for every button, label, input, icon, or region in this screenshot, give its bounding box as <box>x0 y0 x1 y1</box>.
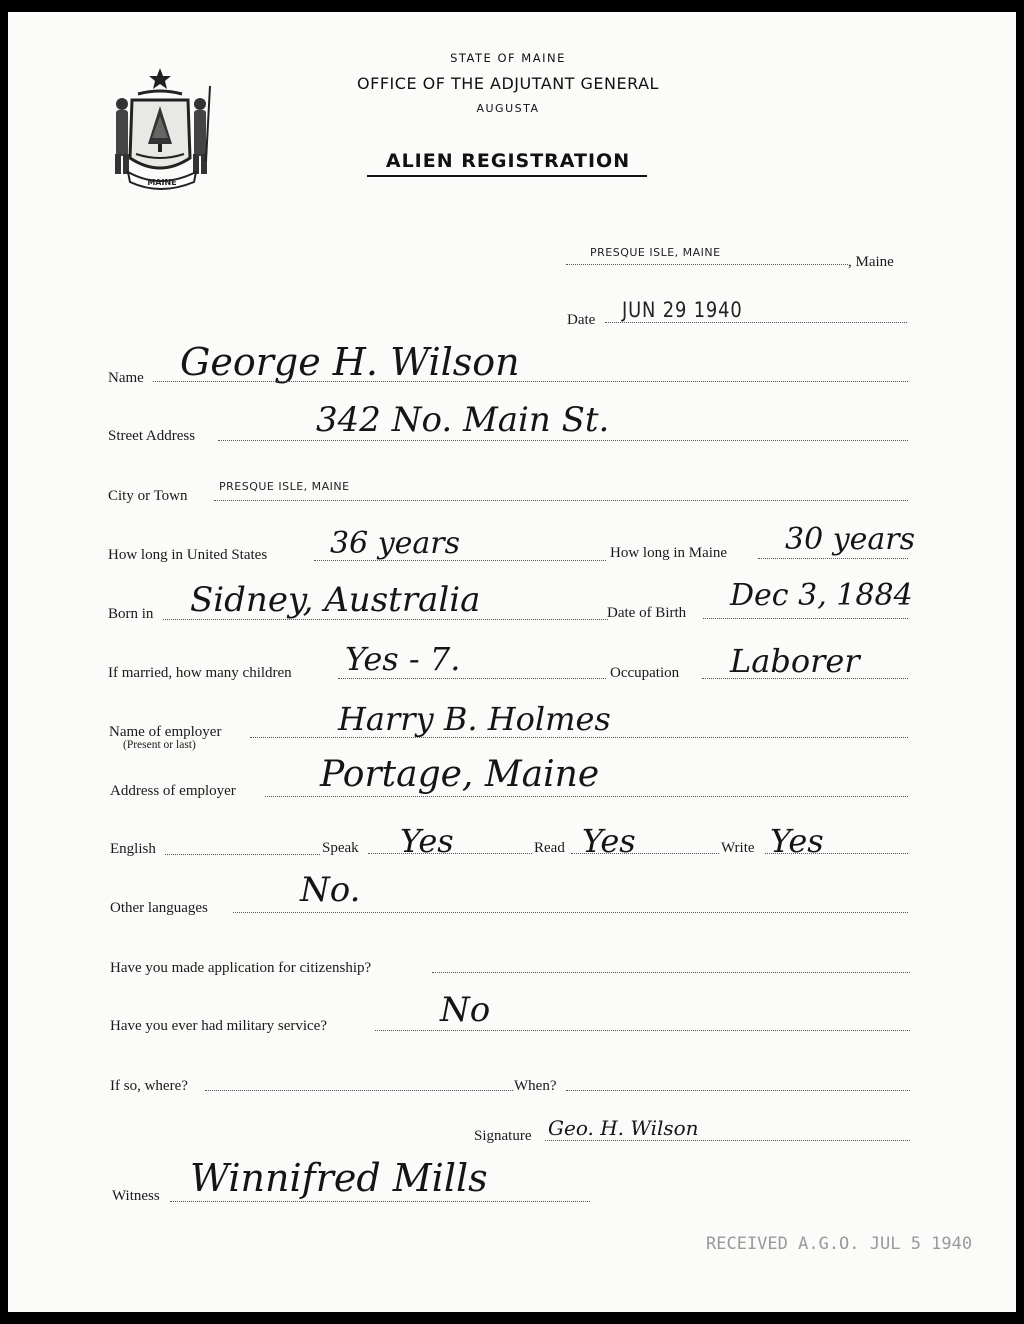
english-line <box>165 854 320 855</box>
employer-sublabel: (Present or last) <box>123 739 196 751</box>
write-label: Write <box>721 840 755 856</box>
received-stamp: RECEIVED A.G.O. JUL 5 1940 <box>706 1234 973 1254</box>
citizenship-line <box>432 972 910 973</box>
other-languages-line <box>233 912 908 913</box>
name-value: George H. Wilson <box>180 340 520 384</box>
citizenship-label: Have you made application for citizenship? <box>110 960 372 976</box>
speak-label: Speak <box>322 840 359 856</box>
occupation-value: Laborer <box>730 642 860 680</box>
where-label: If so, where? <box>110 1078 188 1094</box>
employer-label: Name of employer <box>109 724 222 740</box>
write-value: Yes <box>770 822 824 860</box>
employer-line <box>250 737 908 738</box>
other-languages-value: No. <box>300 870 361 910</box>
speak-value: Yes <box>400 822 454 860</box>
occupation-label: Occupation <box>610 665 680 681</box>
form-paper <box>8 12 1016 1312</box>
street-value: 342 No. Main St. <box>316 400 610 440</box>
header-city: AUGUSTA <box>476 102 540 115</box>
born-value: Sidney, Australia <box>190 580 481 620</box>
street-label: Street Address <box>108 428 196 444</box>
witness-label: Witness <box>112 1188 160 1204</box>
signature-line <box>545 1140 910 1141</box>
employer-value: Harry B. Holmes <box>338 700 611 738</box>
employer-address-line <box>265 796 908 797</box>
write-line <box>765 853 908 854</box>
us-duration-line <box>314 560 606 561</box>
date-stamp: JUN 29 1940 <box>622 298 743 322</box>
other-languages-label: Other languages <box>110 900 208 916</box>
born-line <box>163 619 608 620</box>
city-stamp: PRESQUE ISLE, MAINE <box>219 480 350 493</box>
employer-address-label: Address of employer <box>110 783 236 799</box>
signature-value: Geo. H. Wilson <box>548 1116 699 1140</box>
title-underline <box>367 175 647 177</box>
military-label: Have you ever had military service? <box>110 1018 327 1034</box>
married-label: If married, how many children <box>108 665 292 681</box>
dob-line <box>703 618 908 619</box>
maine-duration-label: How long in Maine <box>610 545 728 561</box>
military-value: No <box>440 990 491 1030</box>
witness-value: Winnifred Mills <box>190 1156 488 1200</box>
street-line <box>218 440 908 441</box>
name-label: Name <box>108 370 144 386</box>
where-line <box>205 1090 513 1091</box>
form-title: ALIEN REGISTRATION <box>385 150 631 172</box>
military-line <box>375 1030 910 1031</box>
location-suffix: , Maine <box>848 254 894 270</box>
english-label: English <box>110 841 156 857</box>
location-line <box>566 264 848 265</box>
read-value: Yes <box>582 822 636 860</box>
location-stamp: PRESQUE ISLE, MAINE <box>590 246 721 259</box>
header-state: STATE OF MAINE <box>450 51 566 65</box>
maine-duration-value: 30 years <box>785 522 916 557</box>
us-duration-value: 36 years <box>330 526 461 561</box>
witness-line <box>170 1201 590 1202</box>
dob-value: Dec 3, 1884 <box>730 578 913 613</box>
maine-duration-line <box>758 558 908 559</box>
born-label: Born in <box>108 606 154 622</box>
date-line <box>605 322 907 323</box>
occupation-line <box>702 678 908 679</box>
us-duration-label: How long in United States <box>108 547 268 563</box>
signature-label: Signature <box>474 1128 532 1144</box>
speak-line <box>368 853 532 854</box>
dob-label: Date of Birth <box>607 605 687 621</box>
city-label: City or Town <box>108 488 188 504</box>
married-value: Yes - 7. <box>345 640 461 678</box>
date-label: Date <box>567 312 596 328</box>
name-line <box>153 381 908 382</box>
read-label: Read <box>534 840 565 856</box>
when-line <box>566 1090 910 1091</box>
employer-address-value: Portage, Maine <box>320 754 600 795</box>
svg-text:MAINE: MAINE <box>147 178 177 187</box>
when-label: When? <box>514 1078 557 1094</box>
header-office: OFFICE OF THE ADJUTANT GENERAL <box>357 74 659 93</box>
city-line <box>214 500 908 501</box>
read-line <box>571 853 719 854</box>
married-line <box>338 678 606 679</box>
